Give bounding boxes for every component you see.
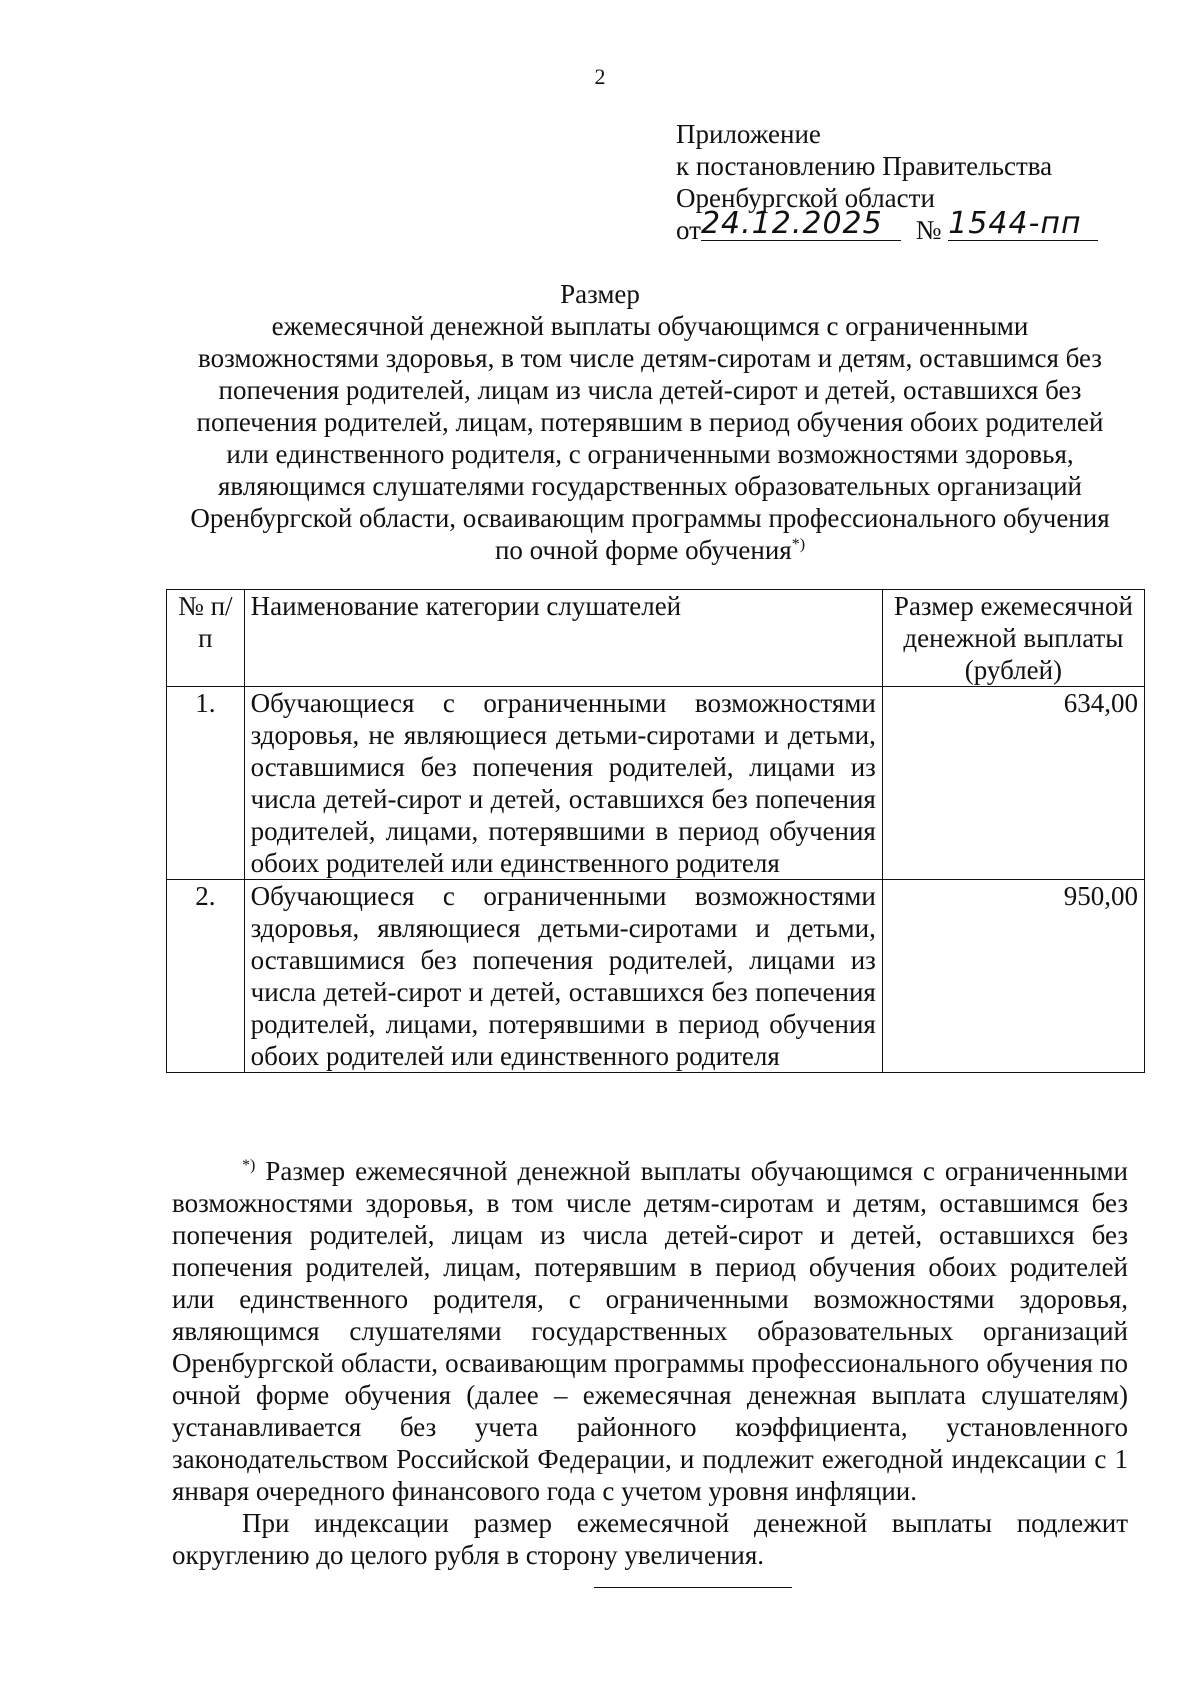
table-row xyxy=(167,687,1145,880)
subtitle-footnote-mark: *) xyxy=(791,536,806,553)
row-amount: 634,00 xyxy=(882,687,1144,880)
appendix-line-1: Приложение xyxy=(676,119,821,149)
footnote-text-1: Размер ежемесячной денежной выплаты обучающимся с ограниченными возможностями здоровья, в том числе детям-сиротам и детям, оставшимся без попечения родителей, лицам из числа детей-сирот и детей, оставшихся без попечения родителей, лицам, потерявшим в период обучения обоих родителей или единственного родителя, с ограниченными возможностями здоровья, являющимся слушателями государственных образовательных организаций Оренбургской области, осваивающим программы профессионального обучения по очной форме обучения (далее – ежемесячная денежная выплата слушателям) устанавливается без учета районного коэффициента, установленного законодательством Российской Федерации, и подлежит ежегодной индексации с 1 января очередного финансового года с учетом уровня инфляции. xyxy=(172,1156,1128,1506)
appendix-line-3: Оренбургской области xyxy=(676,183,935,213)
handwritten-date: 24.12.2025 xyxy=(700,206,883,241)
header-num: № п/п xyxy=(167,590,245,687)
footnote-paragraph-2 xyxy=(172,1507,1128,1571)
footnote xyxy=(172,1155,1128,1571)
row-category: Обучающиеся с ограниченными возможностями здоровья, не являющиеся детьми-сиротами и детьми, оставшимися без попечения родителей, лицами из числа детей-сирот и детей, оставшихся без попечения родителей, лицами, потерявшими в период обучения обоих родителей или единственного родителя xyxy=(244,687,882,880)
date-prefix: от xyxy=(676,215,701,245)
table-row xyxy=(167,880,1145,1073)
appendix-block xyxy=(676,118,1098,246)
header-category: Наименование категории слушателей xyxy=(244,590,882,687)
footnote-mark: *) xyxy=(242,1157,256,1174)
appendix-date-line xyxy=(676,206,1098,246)
date-field xyxy=(700,206,901,241)
row-amount: 950,00 xyxy=(882,880,1144,1073)
footnote-paragraph-1 xyxy=(172,1155,1128,1507)
subtitle-text: ежемесячной денежной выплаты обучающимся с ограниченными возможностями здоровья, в том числе детям-сиротам и детям, оставшимся без попечения родителей, лицам из числа детей-сирот и детей, оставшихся без попечения родителей, лицам, потерявшим в период обучения обоих родителей или единственного родителя, с ограниченными возможностями здоровья, являющимся слушателями государственных образовательных организаций Оренбургской области, осваивающим программы профессионального обучения по очной форме обучения xyxy=(190,311,1110,565)
end-divider xyxy=(594,1587,792,1588)
number-prefix: № xyxy=(915,215,942,245)
handwritten-number: 1544-пп xyxy=(948,206,1082,241)
table-header-row xyxy=(167,590,1145,687)
document-title: Размер xyxy=(560,279,640,309)
appendix-line-2: к постановлению Правительства xyxy=(676,151,1053,181)
header-amount: Размер ежемесячной денежной выплаты (рублей) xyxy=(882,590,1144,687)
payment-table xyxy=(166,589,1145,1073)
row-category: Обучающиеся с ограниченными возможностями здоровья, являющиеся детьми-сиротами и детьми, оставшимися без попечения родителей, лицами из числа детей-сирот и детей, оставшихся без попечения родителей, лицами, потерявшими в период обучения обоих родителей или единственного родителя xyxy=(244,880,882,1073)
number-field xyxy=(948,206,1098,241)
row-num: 1. xyxy=(167,687,245,880)
row-num: 2. xyxy=(167,880,245,1073)
page-number: 2 xyxy=(594,64,606,89)
footnote-text-2: При индексации размер ежемесячной денежной выплаты подлежит округлению до целого рубля в сторону увеличения. xyxy=(172,1508,1128,1570)
document-subtitle xyxy=(185,310,1115,566)
